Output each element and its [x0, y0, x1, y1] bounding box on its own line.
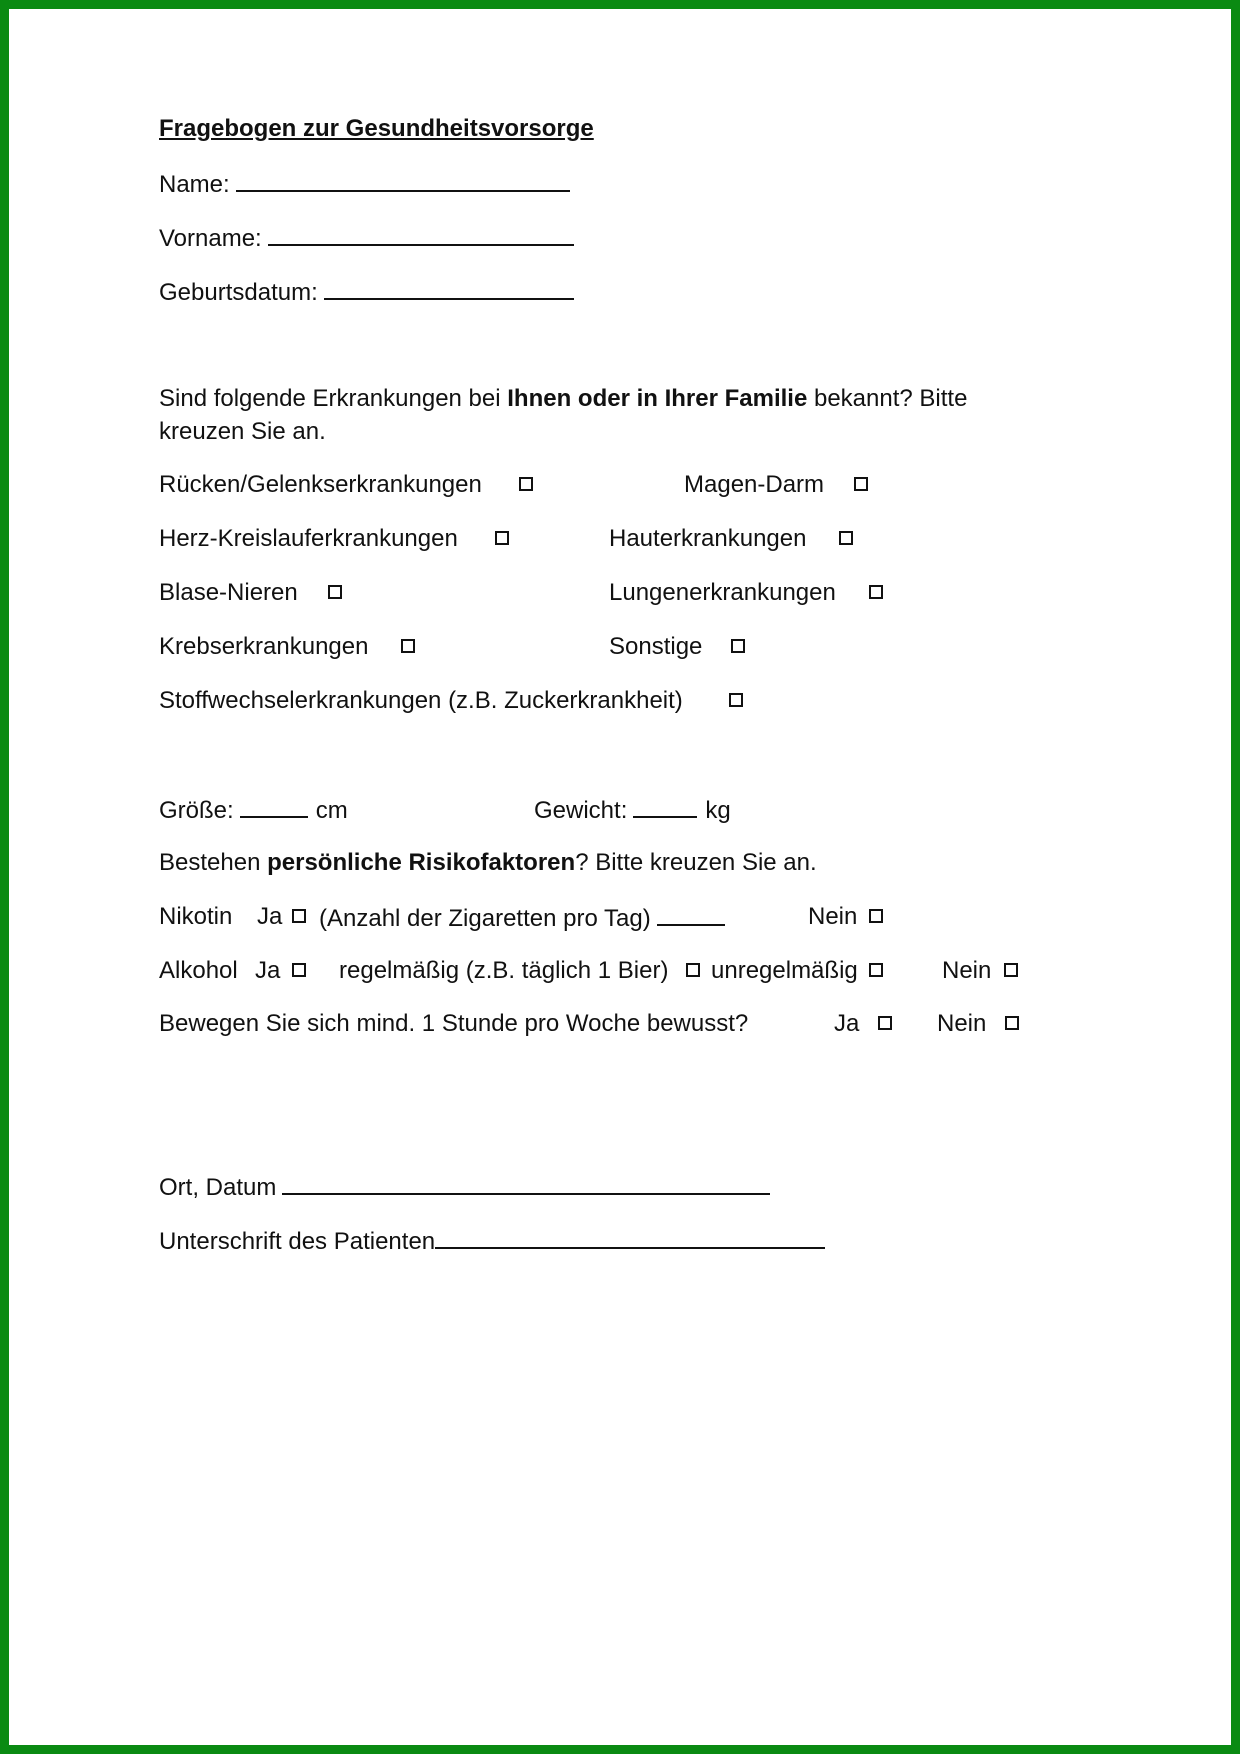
- bewegung-nein-label: Nein: [937, 1010, 987, 1037]
- ort-datum-row: [159, 1171, 770, 1203]
- illness-label: Blase-Nieren: [159, 579, 298, 606]
- illness-item-ruecken: [159, 470, 482, 500]
- nikotin-label: Nikotin: [159, 903, 233, 930]
- risk-intro-bold: persönliche Risikofaktoren: [267, 849, 576, 876]
- checkbox-magen-darm[interactable]: [854, 477, 868, 491]
- geburtsdatum-field[interactable]: [324, 276, 574, 300]
- checkbox-nikotin-ja[interactable]: [292, 909, 306, 923]
- vorname-field[interactable]: [268, 222, 574, 246]
- ort-datum-field[interactable]: [282, 1171, 770, 1195]
- illness-label: Herz-Kreislauferkrankungen: [159, 525, 458, 552]
- nikotin-ja-label: Ja: [257, 903, 283, 930]
- geburtsdatum-row: [159, 276, 574, 308]
- illness-label: Lungenerkrankungen: [609, 579, 836, 606]
- gewicht-field[interactable]: [633, 794, 697, 818]
- groesse-unit: cm: [315, 797, 348, 824]
- illness-label: Rücken/Gelenkserkrankungen: [159, 471, 482, 498]
- checkbox-ruecken[interactable]: [519, 477, 533, 491]
- unterschrift-row: [159, 1225, 825, 1257]
- name-field[interactable]: [236, 168, 570, 192]
- illness-item-krebs: [159, 632, 368, 662]
- groesse-label: Größe:: [159, 797, 234, 824]
- alkohol-label: Alkohol: [159, 957, 238, 984]
- name-row: [159, 168, 570, 200]
- alkohol-regelmaessig-label: regelmäßig (z.B. täglich 1 Bier): [339, 957, 669, 984]
- illness-item-magen-darm: [684, 470, 824, 500]
- illness-intro-line2: kreuzen Sie an.: [159, 418, 326, 445]
- alkohol-nein-label: Nein: [942, 957, 992, 984]
- name-label: Name:: [159, 171, 230, 198]
- illness-intro-bold: Ihnen oder in Ihrer Familie: [507, 385, 808, 412]
- bewegung-question: Bewegen Sie sich mind. 1 Stunde pro Woche bewusst?: [159, 1010, 749, 1037]
- illness-intro-text-2: bekannt? Bitte: [807, 385, 968, 412]
- risk-intro: [159, 848, 817, 878]
- gewicht-row: [534, 794, 731, 826]
- checkbox-alkohol-unregelmaessig[interactable]: [869, 963, 883, 977]
- illness-label: Stoffwechselerkrankungen (z.B. Zuckerkrankheit): [159, 687, 683, 714]
- illness-item-lunge: [609, 578, 836, 608]
- illness-intro-text-1: Sind folgende Erkrankungen bei: [159, 385, 508, 412]
- groesse-row: [159, 794, 348, 826]
- illness-label: Krebserkrankungen: [159, 633, 369, 660]
- checkbox-alkohol-ja[interactable]: [292, 963, 306, 977]
- checkbox-haut[interactable]: [839, 531, 853, 545]
- groesse-field[interactable]: [240, 794, 308, 818]
- illness-item-stoffwechsel: [159, 686, 683, 716]
- illness-label: Hauterkrankungen: [609, 525, 807, 552]
- alkohol-ja-label: Ja: [255, 957, 281, 984]
- checkbox-alkohol-regelmaessig[interactable]: [686, 963, 700, 977]
- alkohol-unregelmaessig-label: unregelmäßig: [711, 957, 858, 984]
- checkbox-herz-kreislauf[interactable]: [495, 531, 509, 545]
- form-title: Fragebogen zur Gesundheitsvorsorge: [159, 115, 594, 142]
- nikotin-detail: (Anzahl der Zigaretten pro Tag): [319, 905, 651, 932]
- nikotin-nein-label: Nein: [808, 903, 858, 930]
- checkbox-bewegung-ja[interactable]: [878, 1016, 892, 1030]
- illness-label: Magen-Darm: [684, 471, 825, 498]
- checkbox-alkohol-nein[interactable]: [1004, 963, 1018, 977]
- bewegung-ja-label: Ja: [834, 1010, 860, 1037]
- illness-item-haut: [609, 524, 806, 554]
- geburtsdatum-label: Geburtsdatum:: [159, 279, 318, 306]
- checkbox-krebs[interactable]: [401, 639, 415, 653]
- checkbox-sonstige[interactable]: [731, 639, 745, 653]
- nikotin-detail-row: [319, 902, 725, 934]
- checkbox-lunge[interactable]: [869, 585, 883, 599]
- gewicht-label: Gewicht:: [534, 797, 628, 824]
- illness-item-herz-kreislauf: [159, 524, 458, 554]
- unterschrift-label: Unterschrift des Patienten: [159, 1228, 436, 1255]
- risk-intro-text-1: Bestehen: [159, 849, 268, 876]
- risk-intro-text-2: ? Bitte kreuzen Sie an.: [575, 849, 817, 876]
- illness-label: Sonstige: [609, 633, 703, 660]
- checkbox-nikotin-nein[interactable]: [869, 909, 883, 923]
- illness-item-blase-nieren: [159, 578, 298, 608]
- vorname-label: Vorname:: [159, 225, 262, 252]
- unterschrift-field[interactable]: [435, 1225, 825, 1249]
- gewicht-unit: kg: [705, 797, 731, 824]
- checkbox-blase-nieren[interactable]: [328, 585, 342, 599]
- illness-intro: [159, 384, 967, 414]
- zigaretten-field[interactable]: [657, 902, 725, 926]
- ort-datum-label: Ort, Datum: [159, 1174, 277, 1201]
- checkbox-stoffwechsel[interactable]: [729, 693, 743, 707]
- illness-item-sonstige: [609, 632, 702, 662]
- checkbox-bewegung-nein[interactable]: [1005, 1016, 1019, 1030]
- vorname-row: [159, 222, 574, 254]
